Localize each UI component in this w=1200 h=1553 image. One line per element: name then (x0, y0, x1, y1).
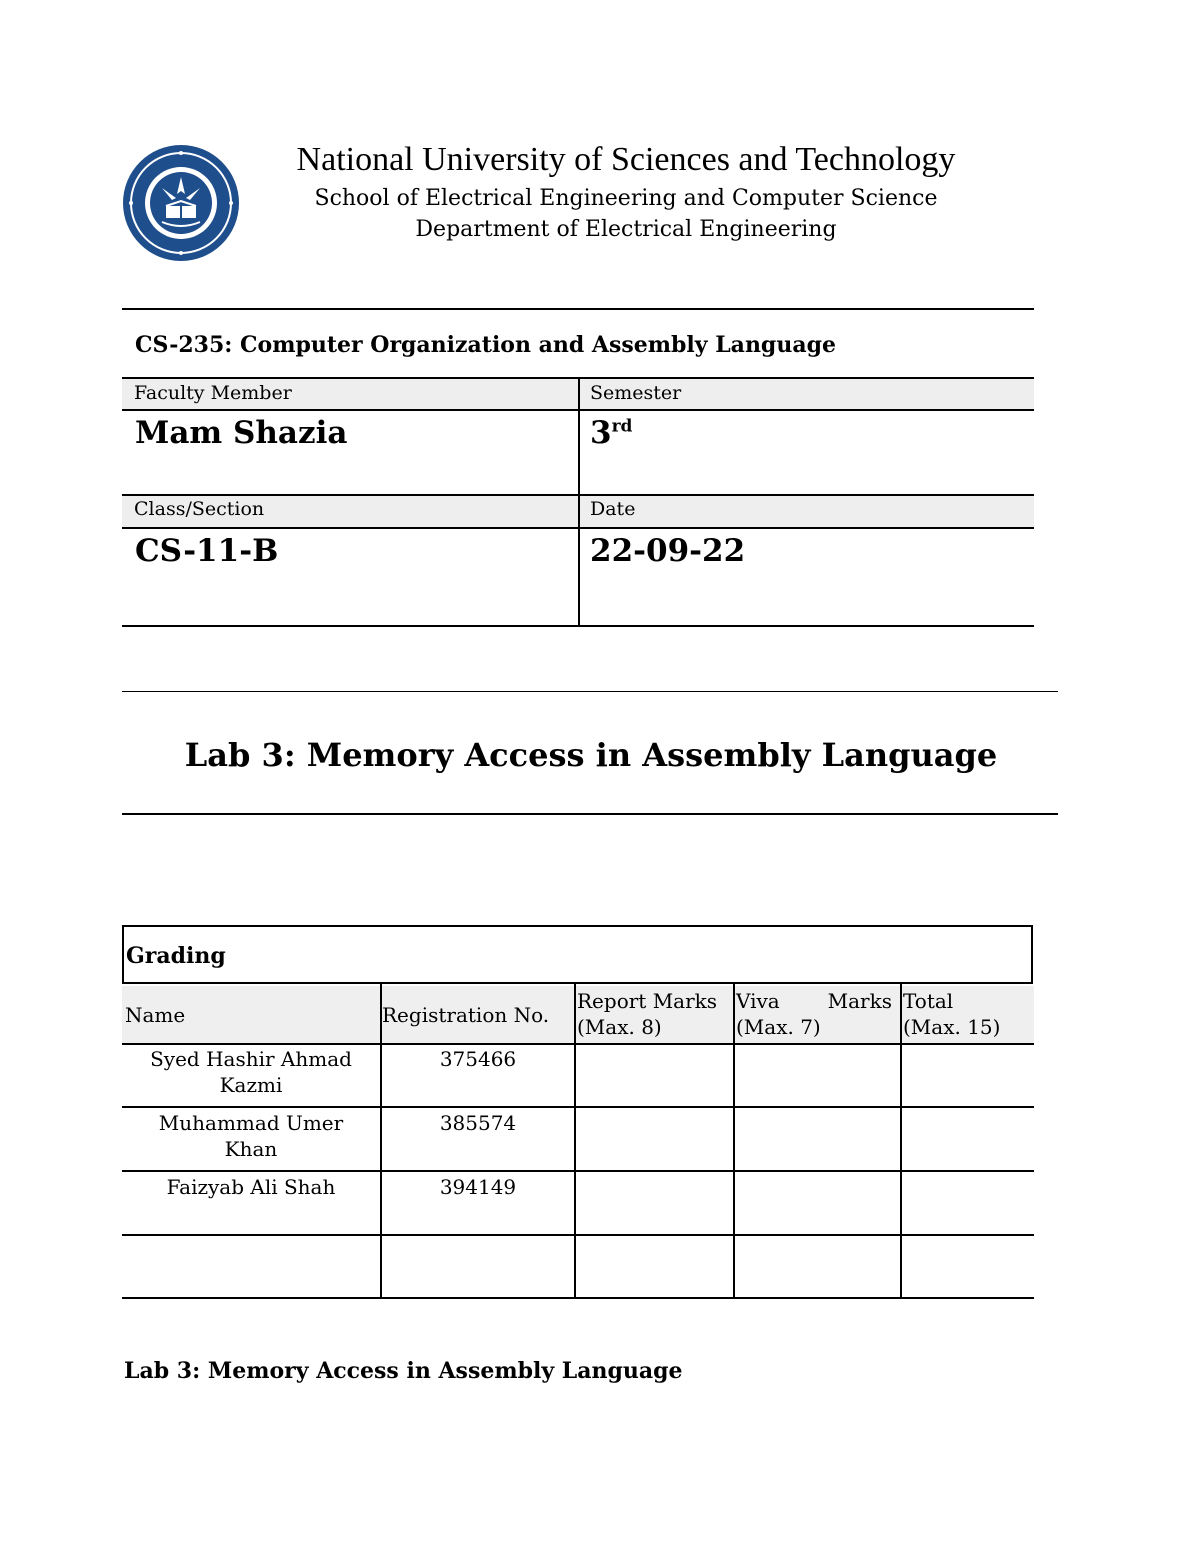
student-reg: 385574 (439, 1111, 517, 1135)
nust-seal-icon (122, 144, 240, 262)
student-name-line1: Syed Hashir Ahmad (150, 1047, 352, 1071)
title-bottom-rule (122, 813, 1058, 815)
grading-rule (122, 1170, 1034, 1172)
grading-title-box (122, 925, 1033, 984)
grading-col-divider (380, 984, 382, 1299)
grading-label: Grading (126, 943, 226, 969)
class-value: CS-11-B (135, 533, 279, 569)
student-reg: 375466 (439, 1047, 517, 1071)
department-name: Department of Electrical Engineering (415, 217, 837, 242)
col-header-total-line1: Total (903, 989, 954, 1013)
grading-rule (122, 1297, 1034, 1299)
class-label: Class/Section (134, 498, 265, 520)
col-header-total-line2: (Max. 15) (903, 1015, 1001, 1039)
faculty-label: Faculty Member (134, 382, 292, 404)
col-header-reg: Registration No. (382, 1003, 550, 1027)
semester-value (590, 415, 632, 451)
student-name-line2: Kazmi (219, 1073, 283, 1097)
student-name-line1: Muhammad Umer (158, 1111, 344, 1135)
table-row (122, 1046, 380, 1098)
grading-col-divider (733, 984, 735, 1299)
grading-rule (122, 1234, 1034, 1236)
grading-rule (122, 1043, 1034, 1045)
semester-number: 3 (590, 415, 612, 451)
col-header-report-line1: Report Marks (577, 989, 718, 1013)
school-name: School of Electrical Engineering and Computer Science (314, 186, 938, 211)
semester-suffix: rd (611, 416, 633, 437)
grading-rule (122, 1106, 1034, 1108)
lab-title: Lab 3: Memory Access in Assembly Language (184, 736, 998, 774)
col-header-report-line2: (Max. 8) (577, 1015, 662, 1039)
student-name-line2: Khan (224, 1137, 278, 1161)
info-column-divider (578, 379, 580, 626)
col-header-viva-line1 (736, 988, 892, 1014)
col-header-name: Name (125, 1003, 186, 1027)
col-header-viva (736, 988, 892, 1040)
title-top-rule (122, 691, 1058, 692)
date-value: 22-09-22 (590, 533, 746, 569)
table-row (122, 1174, 380, 1200)
col-header-viva-line2: (Max. 7) (736, 1015, 821, 1039)
col-header-viva-word1: Viva (736, 989, 780, 1013)
semester-label: Semester (590, 382, 682, 404)
col-header-report (577, 988, 717, 1040)
grading-col-divider (900, 984, 902, 1299)
student-reg: 394149 (439, 1175, 517, 1199)
grading-col-divider (574, 984, 576, 1299)
university-name: National University of Sciences and Technology (296, 141, 956, 178)
faculty-value: Mam Shazia (135, 415, 348, 451)
info-top-rule (122, 308, 1034, 310)
student-name-line1: Faizyab Ali Shah (166, 1175, 336, 1199)
date-label: Date (590, 498, 636, 520)
table-row (122, 1110, 380, 1162)
course-title: CS-235: Computer Organization and Assembly Language (135, 332, 836, 358)
col-header-total (903, 988, 1000, 1040)
col-header-viva-word2: Marks (827, 989, 892, 1013)
footer-lab-title: Lab 3: Memory Access in Assembly Language (124, 1358, 683, 1384)
